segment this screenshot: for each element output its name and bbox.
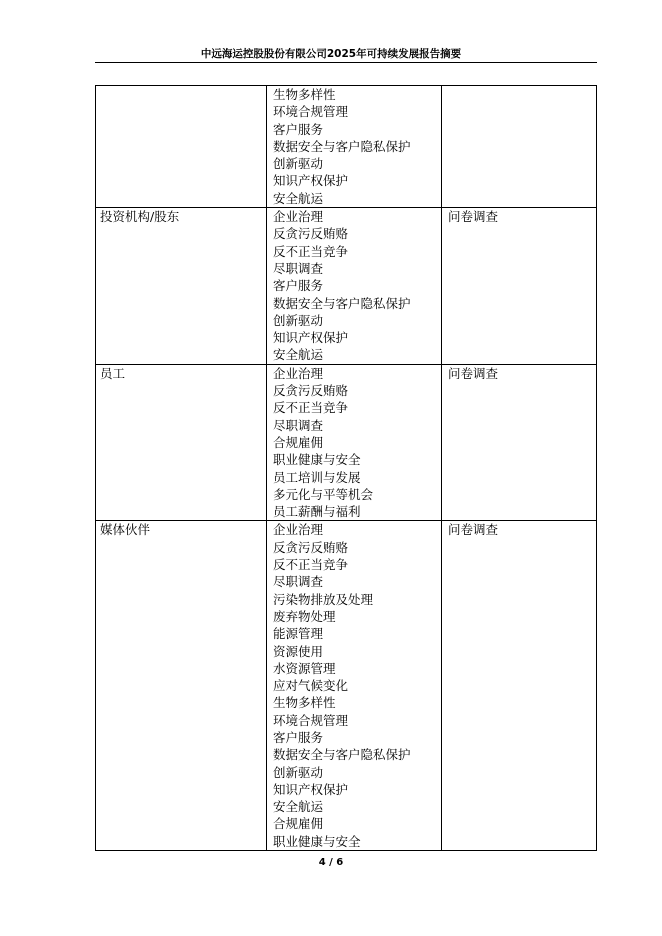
topic-item: 污染物排放及处理 [273, 591, 374, 607]
topic-item: 安全航运 [273, 799, 324, 815]
topic-item: 能源管理 [273, 626, 324, 642]
method-cell [442, 364, 597, 521]
topic-item: 环境合规管理 [273, 104, 349, 120]
topic-item: 企业治理 [273, 365, 324, 381]
topic-item: 合规雇佣 [273, 434, 324, 450]
topic-item: 客户服务 [273, 729, 324, 745]
topic-item: 反贪污反贿赂 [273, 226, 349, 242]
topic-item: 资源使用 [273, 643, 324, 659]
stakeholder-cell [96, 208, 267, 365]
topic-item: 环境合规管理 [273, 712, 349, 728]
page-header-title: 中远海运控股股份有限公司2025年可持续发展报告摘要 [200, 48, 462, 60]
topic-item: 知识产权保护 [273, 173, 349, 189]
page-number: 4 / 6 [318, 857, 344, 868]
topic-item: 数据安全与客户隐私保护 [273, 295, 411, 311]
topic-item: 尽职调查 [273, 574, 324, 590]
topic-item: 客户服务 [273, 278, 324, 294]
table-row [96, 521, 597, 851]
topic-item: 水资源管理 [273, 660, 336, 676]
stakeholder-name: 员工 [100, 365, 126, 381]
stakeholder-name: 媒体伙伴 [100, 522, 151, 538]
topic-item: 员工薪酬与福利 [273, 504, 361, 520]
topic-item: 多元化与平等机会 [273, 486, 374, 502]
stakeholder-cell [96, 364, 267, 521]
table-body [96, 86, 597, 851]
topic-item: 企业治理 [273, 522, 324, 538]
topic-item: 安全航运 [273, 347, 324, 363]
table-row [96, 86, 597, 208]
topics-cell [267, 521, 442, 851]
topic-item: 合规雇佣 [273, 816, 324, 832]
table-row [96, 364, 597, 521]
stakeholder-topics-table [95, 85, 597, 851]
topic-item: 尽职调查 [273, 417, 324, 433]
topic-item: 反贪污反贿赂 [273, 539, 349, 555]
topic-item: 反不正当竞争 [273, 557, 349, 573]
topic-item: 废弃物处理 [273, 608, 336, 624]
topic-item: 应对气候变化 [273, 678, 349, 694]
stakeholder-cell [96, 521, 267, 851]
topic-item: 客户服务 [273, 121, 324, 137]
method-cell [442, 521, 597, 851]
method-cell [442, 86, 597, 208]
topic-item: 职业健康与安全 [273, 833, 361, 849]
stakeholder-cell [96, 86, 267, 208]
topic-item: 尽职调查 [273, 260, 324, 276]
topic-item: 创新驱动 [273, 156, 324, 172]
topics-cell [267, 364, 442, 521]
topic-item: 知识产权保护 [273, 781, 349, 797]
topics-cell [267, 86, 442, 208]
stakeholder-name: 投资机构/股东 [100, 209, 180, 225]
topic-item: 创新驱动 [273, 312, 324, 328]
topic-item: 创新驱动 [273, 764, 324, 780]
topic-item: 员工培训与发展 [273, 469, 361, 485]
table-row [96, 208, 597, 365]
topic-item: 反不正当竞争 [273, 400, 349, 416]
header-divider [95, 62, 597, 63]
method-cell [442, 208, 597, 365]
topic-item: 生物多样性 [273, 87, 336, 102]
topic-item: 企业治理 [273, 209, 324, 225]
topic-item: 数据安全与客户隐私保护 [273, 138, 411, 154]
topic-item: 生物多样性 [273, 695, 336, 711]
topic-item: 知识产权保护 [273, 330, 349, 346]
topic-item: 数据安全与客户隐私保护 [273, 747, 411, 763]
topic-item: 职业健康与安全 [273, 452, 361, 468]
engagement-method: 问卷调查 [448, 522, 499, 538]
topics-cell [267, 208, 442, 365]
topic-item: 反贪污反贿赂 [273, 383, 349, 399]
topic-item: 反不正当竞争 [273, 243, 349, 259]
engagement-method: 问卷调查 [448, 209, 499, 225]
engagement-method: 问卷调查 [448, 365, 499, 381]
topic-item: 安全航运 [273, 190, 324, 206]
